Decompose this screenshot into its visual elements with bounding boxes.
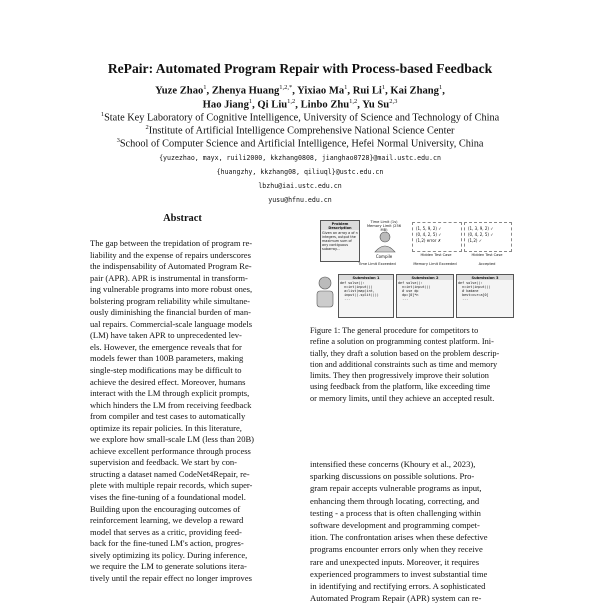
caption-line: Figure 1: The general procedure for competitors to	[310, 326, 479, 335]
introduction-text	[310, 458, 510, 604]
abstract-heading: Abstract	[163, 213, 202, 224]
abstract-line: achieve excellent performance through process	[90, 445, 251, 456]
abstract-line: we explore how small-scale LM (less than 20B)	[90, 434, 255, 445]
abstract-line: liability and the expense of repairs underscores	[90, 249, 251, 260]
intro-line: experienced programmers to invest substantial time	[310, 568, 488, 579]
abstract-line: sively optimizing its policy. During inference,	[90, 549, 248, 560]
intro-line: sparking discussions on possible solutions. Pro-	[310, 471, 475, 482]
abstract-line: vises the fine-tuning of a foundational model.	[90, 492, 246, 503]
author: Yuze Zhao	[155, 85, 204, 97]
abstract-line: model that serves as a critic, providing feed-	[90, 526, 242, 537]
figure-caption	[310, 325, 510, 404]
affiliation: $^1$State Key Laboratory of Cognitive Intelligence, University of Science and Technology of China	[100, 111, 500, 124]
abstract-line: we require the LM to generate solutions itera-	[90, 561, 247, 572]
caption-line: limits. They then progressively improve their solution	[310, 371, 489, 381]
status-label: Accepted	[478, 262, 496, 266]
abstract-line: (LM) have taken APR to unprecedented lev-	[90, 330, 242, 341]
author: Rui Li	[352, 85, 382, 97]
abstract-line: supervision and feedback. We start by con-	[90, 457, 238, 468]
case-lines-b: (1, 3, 9, 2) ✓ (0, 4, 2, 5) ✓ (1,2) ✓	[468, 226, 494, 243]
author: Linbo Zhu	[300, 99, 350, 111]
abstract-body	[90, 238, 276, 584]
author: Yixiao Ma	[297, 85, 345, 97]
limits-label: Time Limit (1s) Memory Limit (256 MB)	[366, 220, 402, 232]
abstract-line: models fewer than 100B parameters, making	[90, 353, 244, 364]
author: Qi Liu	[257, 99, 288, 111]
intro-line: enhancing them through locating, correcting, and	[310, 495, 480, 506]
email-line: lbzhu@iai.ustc.edu.cn	[258, 182, 342, 190]
intro-line: rare and unexpected inputs. Moreover, it requires	[310, 556, 480, 567]
caption-line: using feedback from the platform, like exceeding time	[310, 382, 491, 392]
paper-title: RePair: Automated Program Repair with Process-based Feedback	[107, 61, 493, 76]
hidden-test-label: Hidden Test Case	[471, 253, 503, 257]
intro-line: in identifying and rectifying errors. A sophisticated	[310, 581, 486, 592]
author-line-1: Yuze Zhao$^1$, Zhenya Huang$^{1,2,*}$, Yixiao Ma$^1$, Rui Li$^1$, Kai Zhang$^1$,	[155, 84, 445, 97]
abstract-line: optimize its repair policies. In this literature,	[90, 422, 242, 433]
abstract-line: interact with the LM through explicit prompts,	[90, 388, 250, 399]
compile-label: Compile	[375, 254, 393, 259]
intro-line: programs encounter errors only when they receive	[310, 544, 483, 555]
abstract-line: The gap between the trepidation of program re-	[90, 238, 253, 248]
submission-box: Submission 1 def solve(): n=int(input()) a=list(map(int, input().split())) ...	[338, 274, 394, 318]
hidden-test-label: Hidden Test Case	[420, 253, 452, 257]
submission-box: Submission 2 def solve(): n=int(input()) # use dp dp=[0]*n ...	[396, 274, 454, 318]
competitor-icon	[370, 230, 400, 254]
caption-line: or memory limits, until they achieve an accepted result.	[310, 393, 495, 403]
caption-line: tially, they draft a solution based on the problem descrip-	[310, 348, 500, 358]
abstract-line: achieve the desired effect. Moreover, humans	[90, 376, 246, 387]
abstract-line: reinforcement learning, we develop a reward	[90, 515, 244, 526]
status-label: Time Limit Exceeded	[358, 262, 396, 266]
abstract-line: from compiler and test cases to automatically	[90, 411, 246, 422]
figure-1	[312, 218, 514, 322]
email-line: yusu@hfnu.edu.cn	[268, 196, 332, 204]
author: Yu Su	[362, 99, 390, 111]
abstract-line: ual repairs. Commercial-scale language models	[90, 318, 253, 329]
abstract-line: single-step modifications may be difficult to	[90, 365, 242, 376]
caption-line: tion and additional constraints such as time and memory	[310, 359, 498, 369]
status-label: Memory Limit Exceeded	[413, 262, 457, 266]
email-line: {yuzezhao, mayx, ruili2000, kkzhang0808, jianghao0728}@mail.ustc.edu.cn	[159, 154, 441, 162]
abstract-line: which hinders the LM from receiving feedback	[90, 399, 252, 410]
intro-line: ition. The confrontation arises when these defective	[310, 532, 488, 543]
intro-line: Automated Program Repair (APR) system can re-	[310, 593, 482, 604]
abstract-line: Building upon the encouraging outcomes of	[90, 503, 241, 514]
abstract-line: bolstering program reliability while simultane-	[90, 295, 250, 306]
author: Kai Zhang	[390, 85, 439, 97]
affiliation: $^2$Institute of Artificial Intelligence Comprehensive National Science Center	[145, 124, 455, 137]
problem-description-box: Problem Description Given an array a of n integers, output the maximum sum of any contiguous subarray...	[320, 220, 360, 262]
abstract-line: pair (APR). APR is instrumental in transform-	[90, 272, 248, 283]
abstract-line: els. However, the emergence reveals that for	[90, 341, 242, 352]
author-line-2: Hao Jiang$^1$, Qi Liu$^{1,2}$, Linbo Zhu$^{1,2}$, Yu Su$^{2,3}$	[202, 98, 398, 111]
email-line: {huangzhy, kkzhang08, qiliuql}@ustc.edu.cn	[216, 168, 384, 176]
user-icon	[314, 274, 336, 314]
case-lines-a: (1, 5, 9, 2) ✓ (0, 4, 2, 5) ✓ (1,2) error ✗	[416, 226, 442, 243]
abstract-line: tively until the repair effect no longer improves	[90, 572, 252, 583]
author: Zhenya Huang	[211, 85, 280, 97]
abstract-line: back for the fine-tuned LM's action, progres-	[90, 538, 244, 549]
intro-line: gram repair accepts vulnerable programs as input,	[310, 483, 482, 494]
intro-line: intensified these concerns (Khoury et al., 2023),	[310, 459, 476, 469]
abstract-line: structing a dataset named CodeNet4Repair, re-	[90, 468, 250, 479]
abstract-line: ously diminishing the financial burden of man-	[90, 307, 251, 318]
author: Hao Jiang	[202, 99, 249, 111]
intro-line: software development and programming compet-	[310, 520, 480, 531]
abstract-line: the indispensability of Automated Program Re-	[90, 261, 252, 272]
caption-line: refine a solution on programming contest platform. Ini-	[310, 337, 494, 347]
submission-box: Submission 3 def solve(): n=int(input()) # kadane best=cur=a[0] ...	[456, 274, 514, 318]
affiliation: $^3$School of Computer Science and Artificial Intelligence, Hefei Normal University, China	[116, 137, 484, 150]
abstract-line: ing vulnerable programs into more robust ones,	[90, 284, 253, 295]
intro-line: testing - a process that is often challenging within	[310, 507, 481, 518]
abstract-line: plete with multiple repair records, which super-	[90, 480, 253, 491]
